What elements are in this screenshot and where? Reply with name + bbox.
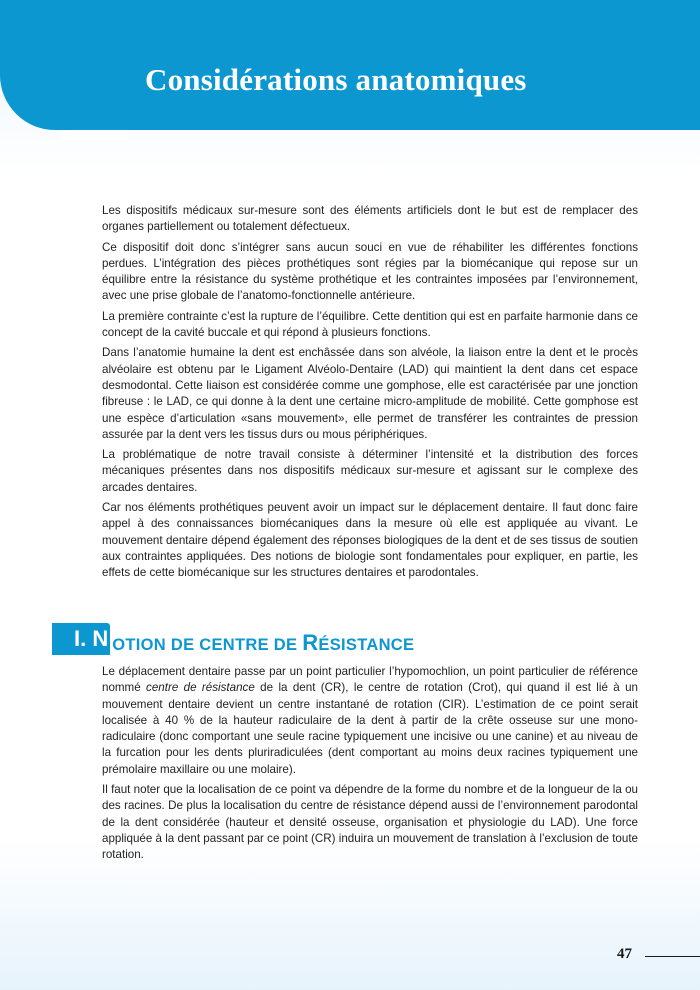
section-text	[102, 664, 638, 868]
intro-text	[102, 203, 638, 586]
paragraph	[102, 664, 638, 778]
chapter-number: 1	[50, 88, 73, 132]
section-heading	[52, 623, 414, 655]
paragraph: Les dispositifs médicaux sur-mesure sont des éléments artificiels dont le but est de remplacer des organes partiellement ou totalement défectueux.	[102, 204, 638, 234]
text-run: Le déplacement dentaire passe par un point particulier l’hypomochlion, un point particulier de référence nommé	[102, 665, 638, 695]
section-title-part: OTION DE CENTRE DE	[112, 635, 303, 654]
section-title-cap: R	[302, 629, 319, 655]
text-run: de la dent (CR), le centre de rotation (Crot), qui quand il est lié à un mouvement dentaire devient un centre instantané de rotation (CIR). L’estimation de ce point serait localisée à 40 % de la hauteur radiculaire de la dent à partir de la crête osseuse sur une mono-radiculaire (donc comportant une seule racine typiquement une incisive ou une canine) et au niveau de la furcation pour les dents pluriradiculées (dent comportant au moins deux racines typiquement une prémolaire maxillaire ou une molaire).	[102, 681, 638, 776]
paragraph: Car nos éléments prothétiques peuvent avoir un impact sur le déplacement dentaire. Il faut donc faire appel à des connaissances biomécaniques dans la mesure où elle est appliquée au vivant. Le mouvement dentaire dépend également des réponses biologiques de la dent et de ses tissus de soutien aux contraintes appliquées. Des notions de biologie sont fondamentales pour expliquer, en partie, les effets de cette biomécanique sur les structures dentaires et parodontales.	[102, 501, 638, 580]
paragraph: La première contrainte c’est la rupture de l’équilibre. Cette dentition qui est en parfaite harmonie dans ce concept de la cavité buccale et qui répond à plusieurs fonctions.	[102, 309, 638, 340]
paragraph: Dans l’anatomie humaine la dent est enchâssée dans son alvéole, la liaison entre la dent et le procès alvéolaire est obtenu par le Ligament Alvéolo-Dentaire (LAD) qui maintient la dent dans cet espace desmodontal. Cette liaison est considérée comme une gomphose, elle est caractérisée par une jonction fibreuse : le LAD, ce qui donne à la dent une certaine micro-amplitude de mobilité. Cette gomphose est une espèce d’articulation «sans mouvement», elle permet de transférer les contraintes de pression assurée par la dent vers les tissus durs ou mous périphériques.	[102, 346, 638, 441]
section-title	[112, 623, 414, 656]
section-number-box: I. N	[52, 623, 110, 655]
chapter-title: Considérations anatomiques	[145, 62, 527, 97]
paragraph: Ce dispositif doit donc s’intégrer sans aucun souci en vue de réhabiliter les différentes fonctions perdues. L’intégration des pièces prothétiques sont régies par la biomécanique qui repose sur un équilibre entre la résistance du système prothétique et les contraintes imposées par l’environnement, avec une prise globale de l’anatomo-fonctionnelle antérieure.	[102, 240, 638, 303]
italic-term: centre de résistance	[146, 681, 255, 695]
page-number-rule	[645, 956, 700, 957]
paragraph: La problématique de notre travail consiste à déterminer l’intensité et la distribution des forces mécaniques présentes dans nos dispositifs médicaux sur-mesure et agissant sur le complexe des arcades dentaires.	[102, 448, 638, 494]
page-number: 47	[617, 946, 632, 962]
paragraph: Il faut noter que la localisation de ce point va dépendre de la forme du nombre et de la longueur de la ou des racines. De plus la localisation du centre de résistance dépend aussi de l’environnement parodontal de la dent considérée (hauteur et densité osseuse, organisation et physiologie du LAD). Une force appliquée à la dent passant par ce point (CR) induira un mouvement de translation à l’exclusion de toute rotation.	[102, 783, 638, 862]
section-title-part: ÉSISTANCE	[318, 635, 415, 654]
